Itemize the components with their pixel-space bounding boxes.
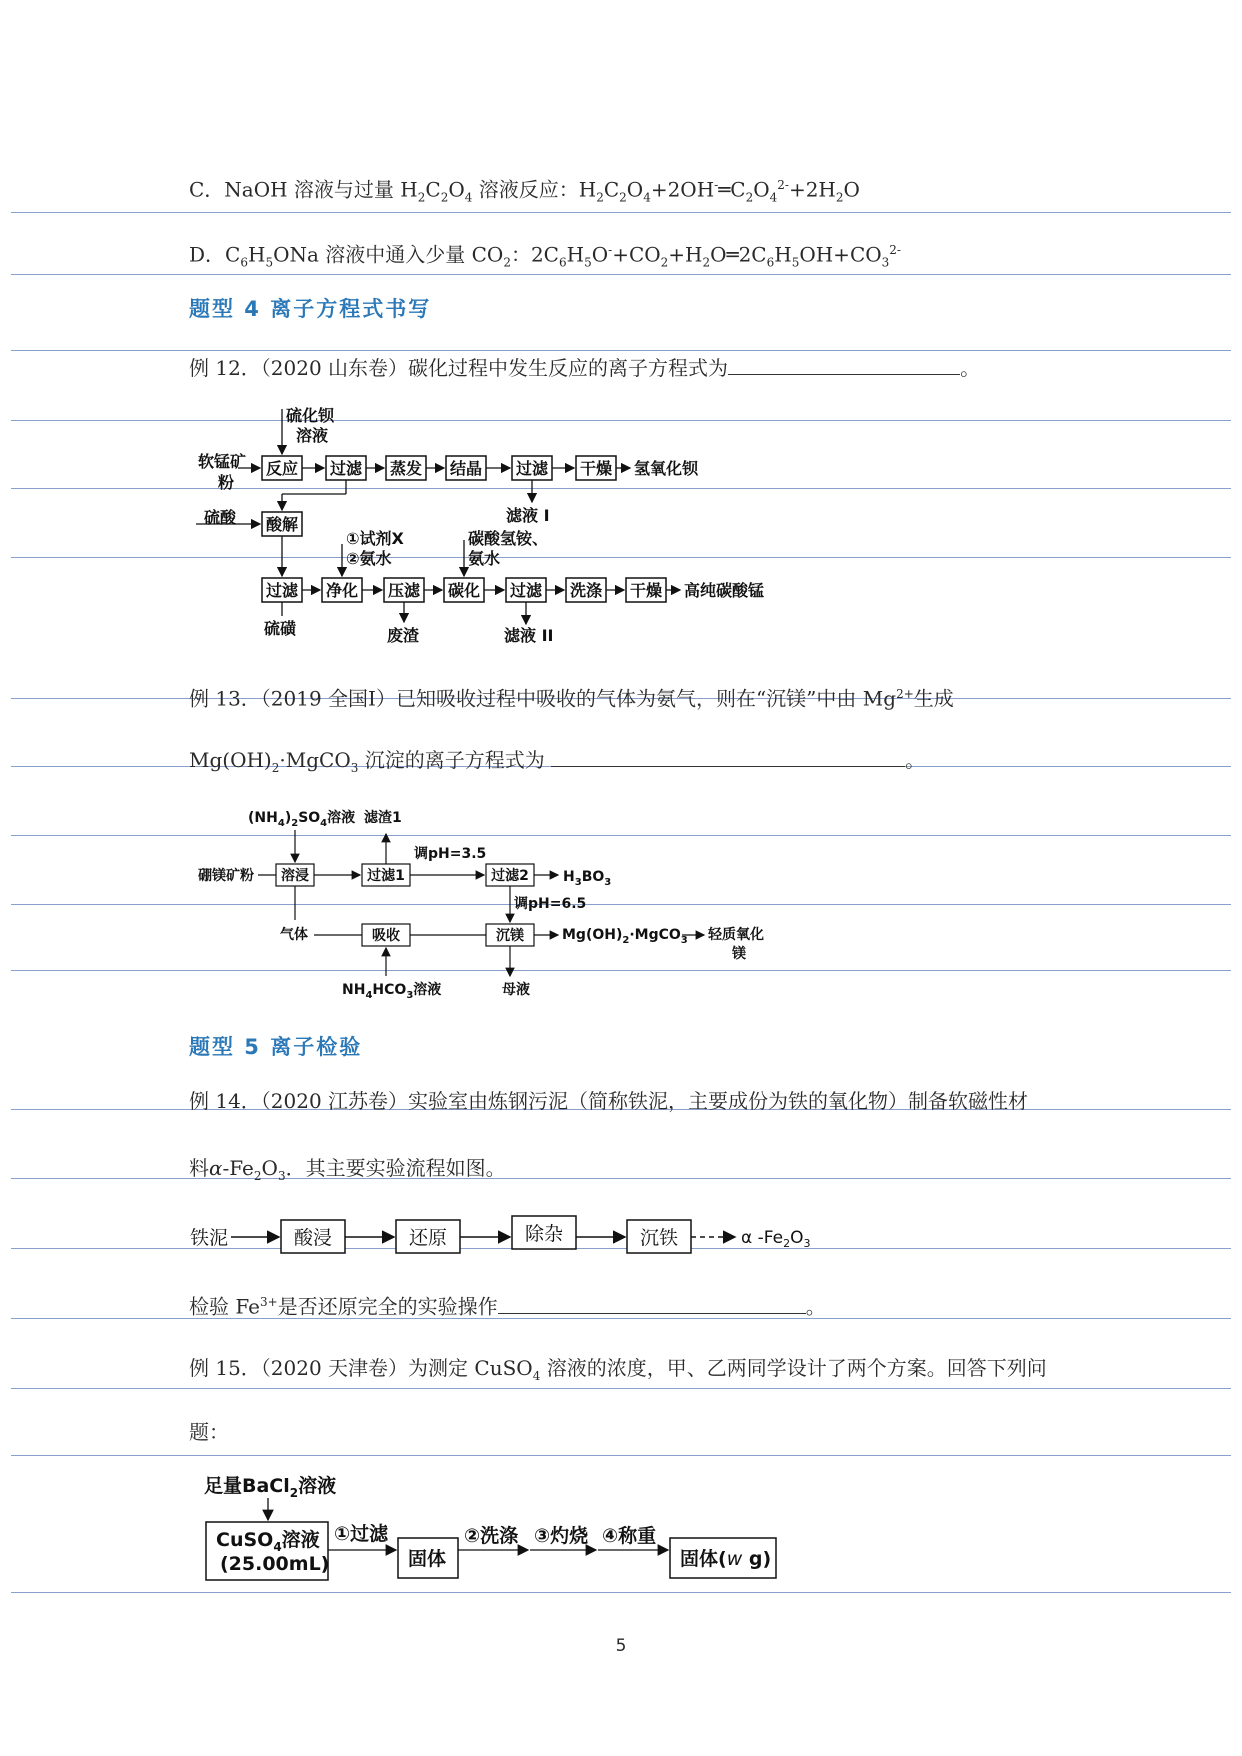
example-14-c-sup: 3+ xyxy=(259,1295,278,1309)
fig12-ammonia: ②氨水 xyxy=(346,549,392,568)
page-number: 5 xyxy=(615,1636,627,1656)
example-14-c-prefix: 检验 Fe xyxy=(189,1294,260,1319)
fig13-nh4hco3: $NH_4HCO_3$溶液 xyxy=(342,982,442,1001)
fig12-step: 压滤 xyxy=(387,581,421,600)
example-14-end: 。 xyxy=(805,1294,826,1319)
fig15-box2: 固体 xyxy=(408,1548,447,1570)
fig13-step: 溶浸 xyxy=(281,868,309,884)
fig12-sulfur: 硫磺 xyxy=(264,619,297,638)
answer-blank[interactable] xyxy=(551,746,905,767)
fig12-step: 蒸发 xyxy=(389,459,423,478)
fig13-step: 过滤2 xyxy=(491,868,529,884)
option-d: D．$C_6H_5ONa$ 溶液中通入少量 $CO_2$：$2C_6H_5O^-+CO_2+H_2O═2C_6H_5OH+CO_3^{2-}$ xyxy=(189,242,901,270)
figure-12-flowchart xyxy=(190,404,810,649)
option-d-prefix: D．C xyxy=(189,242,241,267)
fig14-step: 除杂 xyxy=(524,1223,564,1245)
example-14-line-3 xyxy=(189,1289,826,1320)
fig14-step: 沉铁 xyxy=(639,1227,679,1249)
fig13-light-mgo-2: 镁 xyxy=(732,946,746,962)
fig15-step-2: ②洗涤 xyxy=(464,1525,519,1547)
example-12-text: 例 12．（2020 山东卷）碳化过程中发生反应的离子方程式为 xyxy=(189,356,729,380)
fig13-gas: 气体 xyxy=(280,927,308,943)
fig13-ammonium-sulfate: $(NH_4)_2SO_4$溶液 xyxy=(248,810,356,829)
fig15-reagent: 足量BaCl$_2$溶液 xyxy=(204,1475,337,1500)
example-15-line-2 xyxy=(189,1419,229,1445)
example-13-end: 。 xyxy=(905,748,926,772)
fig12-step: 酸解 xyxy=(265,515,299,534)
figure-14-flowchart xyxy=(189,1210,829,1264)
fig12-step: 干燥 xyxy=(579,459,613,478)
example-14-b-prefix: 料 xyxy=(189,1156,209,1180)
fig12-filtrate-1: 滤液 I xyxy=(506,506,550,525)
fig15-step-3: ③灼烧 xyxy=(534,1525,589,1547)
fig13-ph35: 调pH=3.5 xyxy=(414,846,487,862)
fig13-step: 吸收 xyxy=(372,928,400,944)
fig12-step: 碳化 xyxy=(447,581,481,600)
section-heading-5: 题型 5 离子检验 xyxy=(189,1035,363,1059)
fig15-box1-line2: (25.00mL) xyxy=(220,1553,330,1575)
example-14-line-1 xyxy=(189,1088,1028,1114)
fig12-step: 过滤 xyxy=(265,581,299,600)
example-13-sup: 2+ xyxy=(896,687,914,701)
section-heading-4: 题型 4 离子方程式书写 xyxy=(189,297,432,321)
example-14-b-suffix: ．其主要实验流程如图。 xyxy=(285,1156,506,1180)
fig12-step: 净化 xyxy=(325,581,359,600)
example-14-text: 例 14．（2020 江苏卷）实验室由炼钢污泥（简称铁泥，主要成份为铁的氧化物）制备软磁性材 xyxy=(189,1089,1029,1113)
figure-13-flowchart xyxy=(196,804,796,1004)
answer-blank[interactable] xyxy=(728,354,960,375)
fig12-step: 过滤 xyxy=(329,459,363,478)
fig13-residue1: 滤渣1 xyxy=(364,810,402,826)
fig12-step: 结晶 xyxy=(449,459,483,478)
example-13-b-text: 沉淀的离子方程式为 xyxy=(364,748,545,772)
fig12-product-top: 氢氧化钡 xyxy=(634,459,699,478)
example-15-line-1: 例 15．（2020 天津卷）为测定 CuSO$_4$ 溶液的浓度，甲、乙两同学设计了两个方案。回答下列问 xyxy=(189,1356,1047,1383)
fig13-mother-liquor: 母液 xyxy=(502,982,530,998)
example-14-c-suffix: 是否还原完全的实验操作 xyxy=(277,1294,498,1319)
fig13-light-mgo-1: 轻质氧化 xyxy=(708,927,764,943)
figure-15-flowchart xyxy=(198,1468,798,1588)
example-13-suffix: 生成 xyxy=(913,686,954,711)
fig12-filtrate-2: 滤液 II xyxy=(504,626,554,645)
fig14-start: 铁泥 xyxy=(189,1227,229,1249)
fig15-step-1: ①过滤 xyxy=(334,1523,389,1545)
fig12-step: 洗涤 xyxy=(569,581,603,600)
fig15-box1-line1: CuSO$_4$溶液 xyxy=(216,1529,320,1554)
example-15-b: 题： xyxy=(189,1420,229,1444)
fig14-step: 还原 xyxy=(408,1227,448,1249)
fig13-ph65: 调pH=6.5 xyxy=(514,896,587,912)
fig12-step: 反应 xyxy=(265,459,299,478)
fig13-step: 过滤1 xyxy=(367,868,405,884)
fig12-step: 过滤 xyxy=(509,581,543,600)
fig12-nh4hco3-2: 氨水 xyxy=(468,549,501,568)
option-c-prefix: C．NaOH 溶液与过量 H xyxy=(189,177,418,202)
fig14-step: 酸浸 xyxy=(293,1227,333,1249)
rule-line xyxy=(11,1592,1231,1593)
fig12-feed-2: 粉 xyxy=(218,473,235,492)
example-12 xyxy=(189,354,980,381)
fig13-product: $Mg(OH)_2\cdot MgCO_3$ xyxy=(562,927,688,946)
example-13-line-1 xyxy=(189,681,954,712)
fig15-step-4: ④称重 xyxy=(602,1525,657,1547)
fig12-step: 干燥 xyxy=(629,581,663,600)
example-12-end: 。 xyxy=(960,356,981,380)
option-c: C．NaOH 溶液与过量 $H_2C_2O_4$ 溶液反应：$H_2C_2O_4+2OH^-═C_2O_4^{2-}+2H_2O$ xyxy=(189,177,860,205)
fig12-step: 过滤 xyxy=(515,459,549,478)
fig15-box3: 固体(w g) xyxy=(680,1548,772,1570)
example-14-line-2: 料$\alpha-Fe_2O_3$．其主要实验流程如图。 xyxy=(189,1156,506,1183)
fig12-nh4hco3-1: 碳酸氢铵、 xyxy=(468,529,549,548)
fig12-feed-1: 软锰矿 xyxy=(198,452,247,471)
fig12-acid: 硫酸 xyxy=(204,508,237,527)
example-15-suffix: 溶液的浓度，甲、乙两同学设计了两个方案。回答下列问 xyxy=(546,1356,1047,1380)
fig13-ore: 硼镁矿粉 xyxy=(198,868,254,884)
fig12-product-bottom: 高纯碳酸锰 xyxy=(684,581,765,600)
fig12-reagent-x: ①试剂X xyxy=(346,529,404,548)
fig14-product: α $-Fe_2O_3$ xyxy=(741,1228,811,1250)
fig13-boric-acid: $H_3BO_3$ xyxy=(563,869,612,888)
rule-line xyxy=(11,212,1231,213)
answer-blank[interactable] xyxy=(498,1293,806,1314)
example-13-line-2: $Mg(OH)_2\cdot MgCO_3$ 沉淀的离子方程式为 。 xyxy=(189,748,926,775)
rule-line xyxy=(11,1455,1231,1456)
example-13-text: 例 13．（2019 全国Ⅰ）已知吸收过程中吸收的气体为氨气，则在“沉镁”中由 Mg xyxy=(189,686,897,711)
example-15-text: 例 15．（2020 天津卷）为测定 CuSO xyxy=(189,1356,533,1380)
fig12-reagent-2: 溶液 xyxy=(296,426,329,445)
fig12-reagent-1: 硫化钡 xyxy=(286,406,335,425)
rule-line xyxy=(11,350,1231,351)
fig13-step: 沉镁 xyxy=(496,928,524,944)
fig12-residue: 废渣 xyxy=(387,626,420,645)
